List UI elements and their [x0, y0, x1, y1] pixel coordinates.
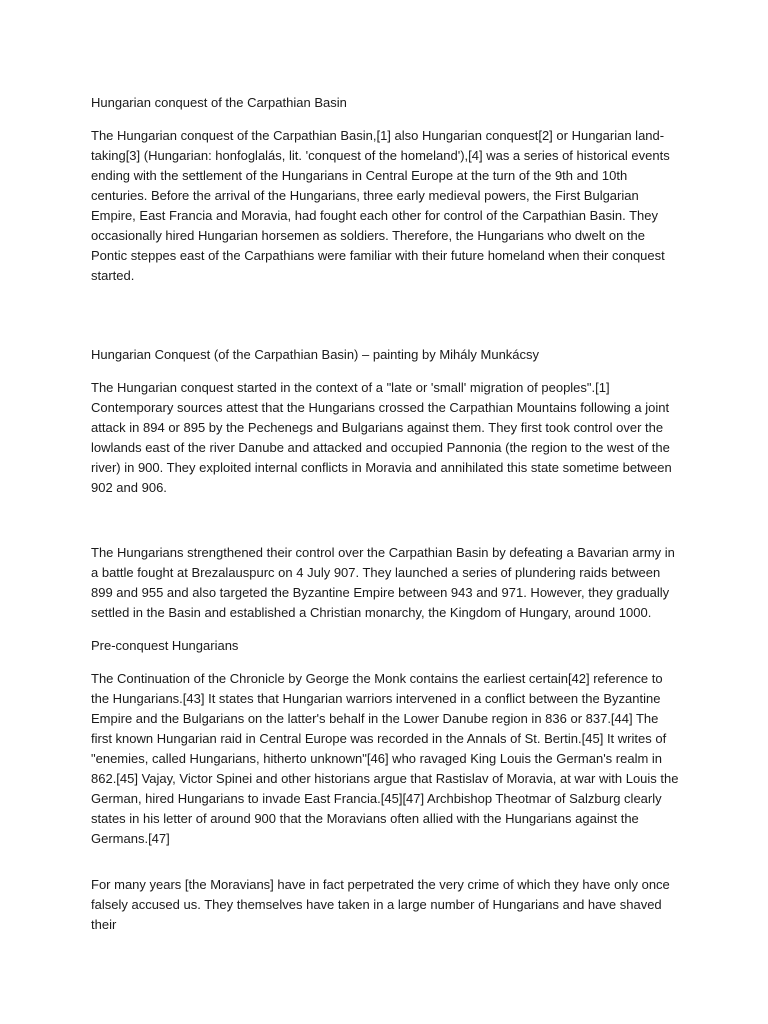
conquest-paragraph: The Hungarian conquest started in the context of a "late or 'small' migration of peoples".[1] Contemporary sources attest that the Hungarians crossed the Carpathian Mountains following a joint attack in 894 or 895 by the Pechenegs and Bulgarians against them. They first took control over the lowlands east of the river Danube and attacked and occupied Pannonia (the region to the west of the river) in 900. They exploited internal conflicts in Moravia and annihilated this state sometime between 902 and 906. [91, 380, 672, 495]
pre-conquest-paragraph: The Continuation of the Chronicle by George the Monk contains the earliest certain[42] reference to the Hungarians.[43] It states that Hungarian warriors intervened in a conflict between the Byzantine Empire and the Bulgarians on the latter's behalf in the Lower Danube region in 836 or 837.[44] The first known Hungarian raid in Central Europe was recorded in the Annals of St. Bertin.[45] It writes of "enemies, called Hungarians, hitherto unknown"[46] who ravaged King Louis the German's realm in 862.[45] Vajay, Victor Spinei and other historians argue that Rastislav of Moravia, at war with Louis the German, hired Hungarians to invade East Francia.[45][47] Archbishop Theotmar of Salzburg clearly states in his letter of around 900 that the Moravians often allied with the Hungarians against the Germans.[47] [91, 671, 679, 846]
section-heading-pre-conquest: Pre-conquest Hungarians [91, 638, 239, 653]
quote-paragraph: For many years [the Moravians] have in fact perpetrated the very crime of which they have only once falsely accused us. They themselves have taken in a large number of Hungarians and have shaved their [91, 877, 670, 932]
document-title: Hungarian conquest of the Carpathian Basin [91, 95, 347, 110]
strengthening-paragraph: The Hungarians strengthened their control over the Carpathian Basin by defeating a Bavarian army in a battle fought at Brezalauspurc on 4 July 907. They launched a series of plundering raids between 899 and 955 and also targeted the Byzantine Empire between 943 and 971. However, they gradually settled in the Basin and established a Christian monarchy, the Kingdom of Hungary, around 1000. [91, 545, 675, 620]
intro-paragraph: The Hungarian conquest of the Carpathian Basin,[1] also Hungarian conquest[2] or Hungarian land-taking[3] (Hungarian: honfoglalás, lit. 'conquest of the homeland'),[4] was a series of historical events ending with the settlement of the Hungarians in Central Europe at the turn of the 9th and 10th centuries. Before the arrival of the Hungarians, three early medieval powers, the First Bulgarian Empire, East Francia and Moravia, had fought each other for control of the Carpathian Basin. They occasionally hired Hungarian horsemen as soldiers. Therefore, the Hungarians who dwelt on the Pontic steppes east of the Carpathians were familiar with their future homeland when their conquest started. [91, 128, 670, 283]
image-caption: Hungarian Conquest (of the Carpathian Basin) – painting by Mihály Munkácsy [91, 347, 540, 362]
